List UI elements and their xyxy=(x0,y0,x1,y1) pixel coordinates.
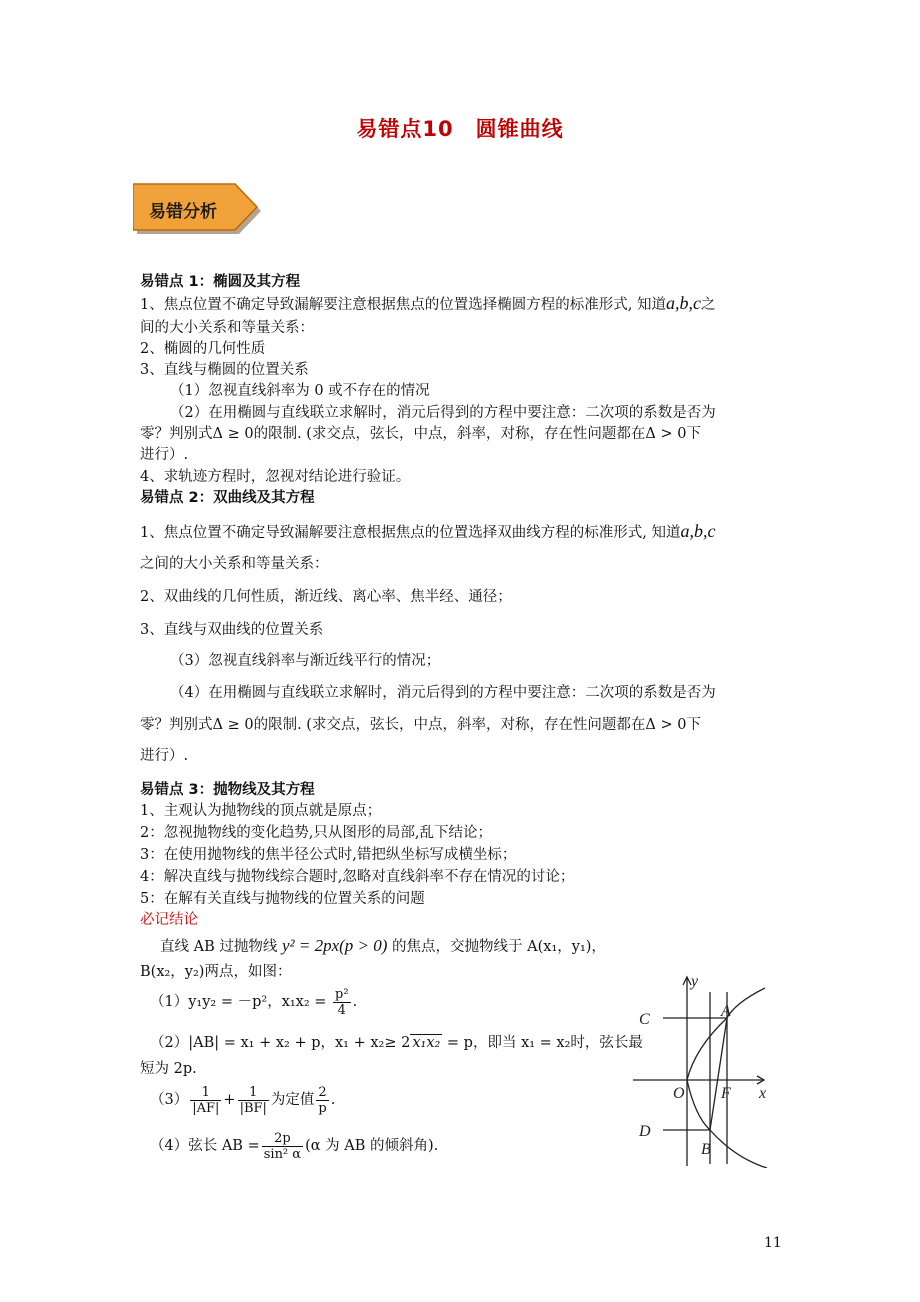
section1-line1-text: 1、焦点位置不确定导致漏解要注意根据焦点的位置选择椭圆方程的标准形式, 知道 xyxy=(140,297,666,313)
parabola-figure xyxy=(625,968,775,1168)
section3-line3: 3：在使用抛物线的焦半径公式时,错把纵坐标写成横坐标； xyxy=(140,847,517,863)
section2-abc: a,b,c xyxy=(680,521,716,541)
label-a: A xyxy=(721,1003,731,1020)
fraction-numerator: 2p xyxy=(262,1131,303,1147)
section1-line6: 零？判别式Δ ≥ 0的限制. (求交点，弦长，中点，斜率，对称，存在性问题都在Δ > 0下 xyxy=(140,426,702,442)
conclusion-3-fraction-af xyxy=(190,1085,221,1116)
section2-line3: 3、直线与双曲线的位置关系 xyxy=(140,622,324,638)
section2-line1 xyxy=(140,521,715,543)
section2-line7: 进行）. xyxy=(140,748,189,764)
label-b: B xyxy=(701,1141,711,1158)
section1-line8: 4、求轨迹方程时，忽视对结论进行验证。 xyxy=(140,469,411,485)
fraction-denominator: |BF| xyxy=(239,1100,267,1116)
section2-line1-text: 1、焦点位置不确定导致漏解要注意根据焦点的位置选择双曲线方程的标准形式, 知道 xyxy=(140,525,681,541)
conclusion-3 xyxy=(150,1083,335,1117)
fraction-denominator: p xyxy=(318,1100,327,1116)
conclusion-3-text: 为定值 xyxy=(270,1092,315,1108)
fraction-numerator: p² xyxy=(335,986,349,1002)
label-f: F xyxy=(721,1085,731,1102)
conclusion-2-cont: 短为 2p. xyxy=(140,1061,197,1077)
parabola-equation: y² = 2px(p > 0) xyxy=(281,936,388,955)
chord-ab xyxy=(710,1018,727,1130)
label-y: y xyxy=(691,973,699,990)
conclusion-2-text-b: = p，即当 x₁ = x₂时，弦长最 xyxy=(446,1035,643,1051)
intro-text-b: 的焦点，交抛物线于 A(x₁，y₁)， xyxy=(392,939,606,955)
banner-label: 易错分析 xyxy=(149,202,217,222)
fraction-denominator: sin² α xyxy=(263,1146,302,1162)
conclusions-heading: 必记结论 xyxy=(140,912,198,928)
section2-line6: 零？判别式Δ ≥ 0的限制. (求交点，弦长，中点，斜率，对称，存在性问题都在Δ > 0下 xyxy=(140,717,702,733)
conclusion-2 xyxy=(150,1033,643,1053)
label-d: D xyxy=(639,1123,651,1140)
conclusion-4-text: （4）弦长 AB = xyxy=(150,1138,260,1154)
label-x: x xyxy=(759,1085,767,1102)
section1-line1 xyxy=(140,293,715,315)
section3-line5: 5：在解有关直线与抛物线的位置关系的问题 xyxy=(140,891,425,907)
page-title: 易错点10 圆锥曲线 xyxy=(356,117,564,141)
plus-sign: + xyxy=(223,1092,236,1108)
label-c: C xyxy=(639,1011,650,1028)
section2-line5: （4）在用椭圆与直线联立求解时，消元后得到的方程中要注意：二次项的系数是否为 xyxy=(170,685,716,701)
section1-line1-end: 之 xyxy=(700,297,716,313)
section-banner xyxy=(133,180,261,236)
section1-line1-cont: 间的大小关系和等量关系： xyxy=(140,320,314,336)
section1-heading: 易错点 1：椭圆及其方程 xyxy=(140,274,301,290)
intro-text-a: 直线 AB 过抛物线 xyxy=(160,939,278,955)
conclusion-3-fraction-p xyxy=(316,1085,328,1116)
conclusion-2-sqrt: x₁x₂ xyxy=(412,1035,441,1051)
fraction-numerator: 1 xyxy=(190,1085,221,1101)
fraction-denominator: 4 xyxy=(337,1002,346,1018)
section2-line1-cont: 之间的大小关系和等量关系： xyxy=(140,556,329,572)
section2-line4: （3）忽视直线斜率与渐近线平行的情况； xyxy=(170,653,441,669)
conclusion-1-end: . xyxy=(352,994,358,1010)
section1-line7: 进行）. xyxy=(140,447,189,463)
fraction-numerator: 2 xyxy=(316,1085,328,1101)
section3-line1: 1、主观认为抛物线的顶点就是原点； xyxy=(140,803,382,819)
fraction-denominator: |AF| xyxy=(192,1100,220,1116)
conclusion-1-fraction xyxy=(333,987,351,1018)
conclusion-4-end: (α 为 AB 的倾斜角). xyxy=(305,1138,439,1154)
fraction-numerator: 1 xyxy=(238,1085,269,1101)
label-o: O xyxy=(673,1085,685,1102)
conclusion-3-label: （3） xyxy=(150,1092,189,1108)
section2-heading: 易错点 2：双曲线及其方程 xyxy=(140,490,315,506)
page-number: 11 xyxy=(764,1235,782,1251)
section3-line4: 4：解决直线与抛物线综合题时,忽略对直线斜率不存在情况的讨论； xyxy=(140,869,575,885)
conclusion-1 xyxy=(150,985,357,1019)
conclusions-intro2: B(x₂，y₂)两点，如图： xyxy=(140,964,292,980)
conclusion-2-text-a: （2）|AB| = x₁ + x₂ + p，x₁ + x₂≥ 2 xyxy=(150,1035,411,1051)
conclusions-intro1 xyxy=(160,936,606,957)
section2-line2: 2、双曲线的几何性质，渐近线、离心率、焦半经、通径； xyxy=(140,589,512,605)
section1-abc: a,b,c xyxy=(665,293,701,313)
conclusion-3-end: . xyxy=(330,1092,336,1108)
conclusion-4 xyxy=(150,1128,438,1164)
conclusion-3-fraction-bf xyxy=(238,1085,269,1116)
conclusion-1-text: （1）y₁y₂ = －p²，x₁x₂ = xyxy=(150,994,327,1010)
section1-line5: （2）在用椭圆与直线联立求解时，消元后得到的方程中要注意：二次项的系数是否为 xyxy=(170,405,716,421)
section1-line4: （1）忽视直线斜率为 0 或不存在的情况 xyxy=(170,383,430,399)
section3-line2: 2：忽视抛物线的变化趋势,只从图形的局部,乱下结论； xyxy=(140,825,492,841)
section1-line2: 2、椭圆的几何性质 xyxy=(140,341,266,357)
conclusion-4-fraction xyxy=(262,1131,303,1162)
section1-line3: 3、直线与椭圆的位置关系 xyxy=(140,362,309,378)
section3-heading: 易错点 3：抛物线及其方程 xyxy=(140,782,315,798)
